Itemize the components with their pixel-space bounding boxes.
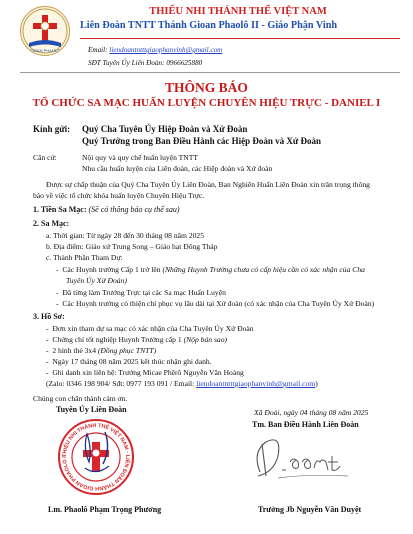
bullet-dash: - (46, 346, 53, 355)
docs-item-5 (46, 368, 244, 377)
league-logo (20, 6, 70, 56)
section-2-place: b. Địa điểm: Giáo xứ Trung Song – Giáo hạt Đông Tháp (46, 242, 218, 251)
docs-item-2-note: (Nộp bản sao) (183, 335, 228, 344)
section-2-title: 2. Sa Mạc: (33, 219, 70, 228)
bullet-dash: - (46, 357, 53, 366)
participants-item-1-note-cont: Tuyên Úy Xứ Đoàn) (66, 276, 127, 285)
docs-item-3-note: (Đồng phục TNTT) (97, 346, 157, 355)
participants-item-3-text: Các Huynh trưởng có thiện chí phục vụ lâu dài tại Xứ đoàn (có xác nhận của Cha Tuyên Úy Xứ Đoàn) (62, 299, 375, 308)
email-label: Email: (88, 46, 108, 54)
docs-item-3-text: 2 hình thẻ 3x4 (52, 346, 96, 355)
docs-item-4 (46, 357, 212, 366)
date-line: Xã Đoài, ngày 04 tháng 08 năm 2025 (254, 408, 369, 417)
section-1 (33, 205, 180, 214)
recipients-label: Kính gửi: (33, 124, 71, 134)
bullet-dash: - (56, 265, 63, 274)
basis-label: Căn cứ: (33, 153, 57, 162)
basis-line-1: Nội quy và quy chế huấn luyện TNTT (82, 153, 199, 162)
participants-item-3 (56, 299, 374, 308)
participants-item-1-main: Các Huynh trưởng Cấp 1 trở lên (62, 265, 161, 274)
right-signer-title: Tm. Ban Điều Hành Liên Đoàn (252, 420, 359, 429)
bullet-dash: - (56, 288, 63, 297)
bullet-dash: - (46, 368, 53, 377)
header-divider (80, 38, 400, 39)
right-signer-name: Trưởng Jb Nguyễn Văn Duyệt (258, 505, 362, 514)
doc-title: THÔNG BÁO (165, 80, 248, 95)
docs-item-3 (46, 346, 156, 355)
participants-item-1-note: (Những Huynh Trưởng chưa có cấp hiệu cần có xác nhận của Cha (162, 265, 365, 274)
org-name: THIẾU NHI THÁNH THỂ VIỆT NAM (149, 6, 327, 17)
contact-phones: (Zalo: 0346 198 904/ Sđt: 0977 193 091 / Email: (46, 379, 195, 388)
bullet-dash: - (56, 299, 63, 308)
docs-item-1 (46, 324, 254, 333)
basis-line-2: Nhu cầu huấn luyện của Liên đoàn, các Hiệp đoàn và Xứ đoàn (82, 164, 273, 173)
header-phone: SĐT Tuyên Úy Liên Đoàn: 0966625880 (88, 59, 203, 67)
docs-item-2 (46, 335, 227, 344)
left-signer-title: Tuyên Úy Liên Đoàn (56, 405, 127, 414)
handwritten-signature-icon (248, 432, 358, 484)
doc-subtitle: TỔ CHỨC SA MẠC HUẤN LUYỆN CHUYÊN HIỆU TRỰC - DANIEL I (32, 97, 381, 109)
section-3-title: 3. Hồ Sơ: (33, 312, 65, 321)
section-2-time: a. Thời gian: Từ ngày 28 đến 30 tháng 08 năm 2025 (46, 231, 205, 240)
header-email-line (88, 46, 222, 54)
left-signer-name: Lm. Phaolô Phạm Trọng Phương (48, 505, 162, 514)
docs-item-1-text: Đơn xin tham dự sa mạc có xác nhận của Cha Tuyên Úy Xứ Đoàn (52, 324, 254, 333)
official-seal (57, 418, 135, 496)
intro-line-2: báo về việc tổ chức khóa huấn luyện Chuyên Hiệu Trực. (33, 191, 205, 200)
participants-item-2 (56, 288, 226, 297)
contact-line (46, 379, 318, 388)
seal-text: THIẾU NHI THÁNH THỂ VIỆT NAM · LIÊN ĐOÀN THÁNH GIOAN PHAOLO I (61, 422, 131, 492)
recipient-line-1: Quý Cha Tuyên Úy Hiệp Đoàn và Xứ Đoàn (82, 124, 248, 134)
section-1-note: (Sẽ có thông báo cụ thể sau) (88, 205, 180, 214)
section-1-title: 1. Tiền Sa Mạc: (33, 205, 87, 214)
logo-caption: GIOAN PHAOLO (29, 48, 61, 53)
section-2-participants: c. Thành Phần Tham Dự: (46, 253, 123, 262)
signature (248, 432, 358, 484)
closing-line: Chúng con chân thành cảm ơn. (33, 394, 128, 403)
docs-item-5-text: Ghi danh xin liên hệ: Trưởng Micae Phêrô Nguyễn Văn Hoàng (52, 368, 244, 377)
contact-email-link[interactable]: liendoantntttgiaophanvinh@gmail.com (196, 379, 316, 388)
header-email-link[interactable]: liendoantntttgiaophanvinh@gmail.com (109, 46, 223, 54)
participants-item-2-text: Đã từng làm Trưởng Trực tại các Sa mạc Huấn Luyện (62, 288, 226, 297)
logo-emblem-icon (21, 7, 69, 55)
docs-item-4-text: Ngày 17 tháng 08 năm 2025 kết thúc nhận ghi danh. (52, 357, 212, 366)
intro-line-1: Được sự chấp thuận của Quý Cha Tuyên Úy Liên Đoàn, Ban Nghiên Huấn Liên Đoàn xin trân trọng thông (46, 180, 370, 189)
seal-icon (57, 418, 135, 496)
recipient-line-2: Quý Trưởng trong Ban Điều Hành các Hiệp Đoàn và Xứ Đoàn (82, 136, 322, 146)
league-name: Liên Đoàn TNTT Thánh Gioan Phaolô II - Giáo Phận Vinh (80, 20, 338, 31)
docs-item-2-text: Chứng chỉ tốt nghiệp Huynh Trưởng cấp 1 (52, 335, 182, 344)
participants-item-1 (56, 265, 365, 274)
bullet-dash: - (46, 335, 53, 344)
header-bottom-divider (20, 72, 400, 73)
bullet-dash: - (46, 324, 53, 333)
contact-close: ) (315, 379, 318, 388)
